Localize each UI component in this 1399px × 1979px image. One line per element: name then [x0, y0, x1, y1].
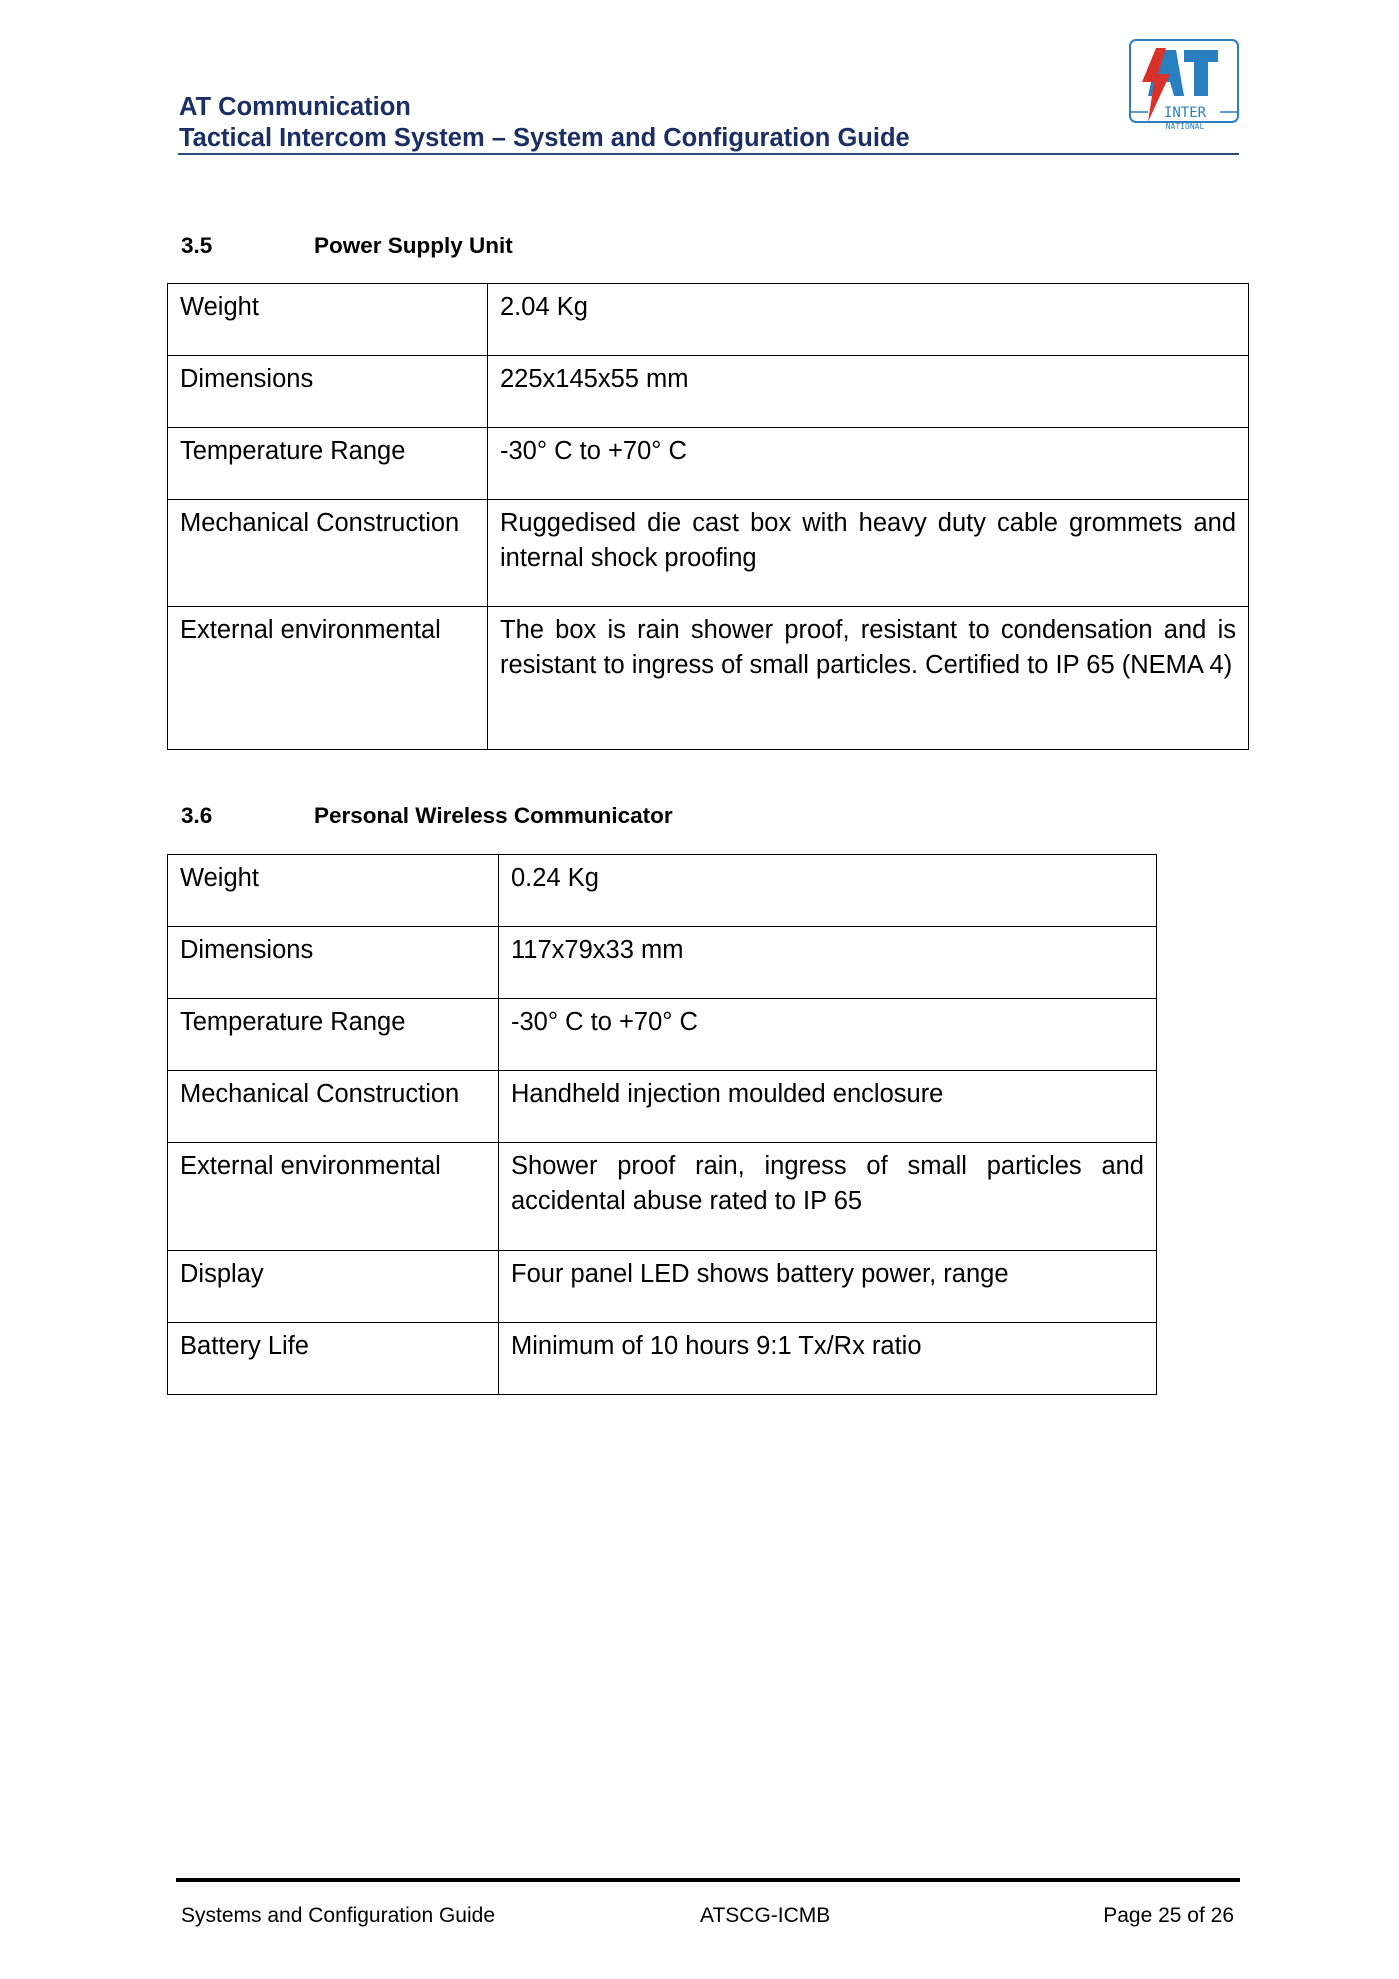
spec-label: Dimensions — [168, 927, 499, 999]
table-row — [168, 1251, 1157, 1323]
table-row — [168, 428, 1249, 500]
document-header — [179, 92, 910, 154]
spec-value: -30° C to +70° C — [499, 999, 1157, 1071]
wireless-communicator-spec-table — [167, 854, 1157, 1395]
spec-label: External environmental — [168, 1143, 499, 1251]
spec-label: Mechanical Construction — [168, 1071, 499, 1143]
table-row — [168, 999, 1157, 1071]
header-divider — [178, 153, 1239, 155]
spec-value: Four panel LED shows battery power, range — [499, 1251, 1157, 1323]
section-title: Personal Wireless Communicator — [314, 803, 673, 828]
logo-text-sub: NATIONAL — [1165, 122, 1205, 131]
table-row — [168, 1071, 1157, 1143]
table-row — [168, 1323, 1157, 1395]
spec-label: Mechanical Construction — [168, 500, 488, 607]
spec-value: Shower proof rain, ingress of small particles and accidental abuse rated to IP 65 — [499, 1143, 1157, 1251]
spec-label: Dimensions — [168, 356, 488, 428]
power-supply-spec-table — [167, 283, 1249, 750]
logo-text-main: INTER — [1163, 105, 1207, 121]
spec-value: The box is rain shower proof, resistant to condensation and is resistant to ingress of small particles. Certified to IP 65 (NEMA 4) — [488, 607, 1249, 750]
footer-doc-code: ATSCG-ICMB — [700, 1904, 831, 1927]
spec-value: 225x145x55 mm — [488, 356, 1249, 428]
footer-page-number: Page 25 of 26 — [1103, 1904, 1234, 1927]
spec-value: 0.24 Kg — [499, 855, 1157, 927]
spec-value: -30° C to +70° C — [488, 428, 1249, 500]
table-row — [168, 1143, 1157, 1251]
spec-label: Battery Life — [168, 1323, 499, 1395]
spec-label: Display — [168, 1251, 499, 1323]
table-row — [168, 927, 1157, 999]
spec-label: Temperature Range — [168, 999, 499, 1071]
table-row — [168, 500, 1249, 607]
section-number: 3.6 — [181, 803, 213, 828]
table-row — [168, 356, 1249, 428]
table-row — [168, 607, 1249, 750]
table-row — [168, 855, 1157, 927]
spec-label: Weight — [168, 284, 488, 356]
document-title: Tactical Intercom System – System and Configuration Guide — [179, 124, 910, 152]
section-title: Power Supply Unit — [314, 233, 513, 258]
spec-label: Weight — [168, 855, 499, 927]
spec-value: Minimum of 10 hours 9:1 Tx/Rx ratio — [499, 1323, 1157, 1395]
spec-value: Ruggedised die cast box with heavy duty cable grommets and internal shock proofing — [488, 500, 1249, 607]
footer-divider — [176, 1878, 1240, 1882]
spec-value: 117x79x33 mm — [499, 927, 1157, 999]
company-name: AT Communication — [179, 93, 411, 121]
footer-guide-name: Systems and Configuration Guide — [181, 1904, 496, 1927]
spec-label: External environmental — [168, 607, 488, 750]
table-row — [168, 284, 1249, 356]
at-international-logo — [1128, 38, 1240, 134]
spec-value: Handheld injection moulded enclosure — [499, 1071, 1157, 1143]
spec-value: 2.04 Kg — [488, 284, 1249, 356]
section-number: 3.5 — [181, 233, 213, 258]
spec-label: Temperature Range — [168, 428, 488, 500]
